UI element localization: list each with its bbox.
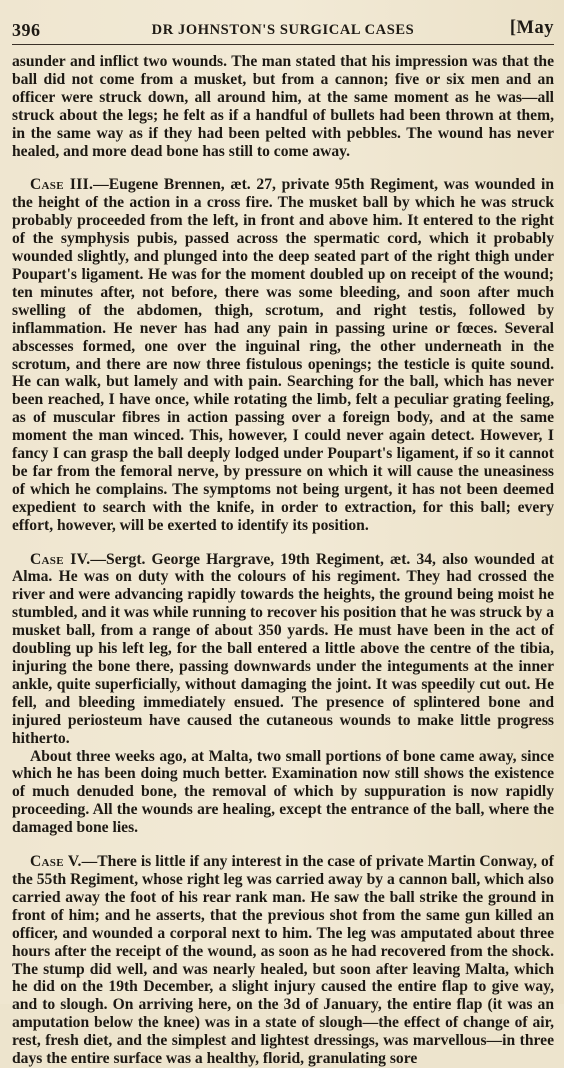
case-label: Case III. [30, 176, 94, 194]
body-text [12, 53, 554, 1068]
paragraph-text: —Eugene Brennen, æt. 27, private 95th Regiment, was wounded in the height of the action in a cross fire. The musket ball by which he was struck probably proceeded from the left, in front and above him. It entered to the right of the symphysis pubis, passed across the spermatic cord, which it probably wounded slightly, and plunged into the deep seated part of the right thigh under Poupart's ligament. He was for the moment doubled up on receipt of the wound; ten minutes after, not before, there was some bleeding, and soon after much swelling of the abdomen, thigh, scrotum, and right testis, followed by inflammation. He never has had any pain in passing urine or fœces. Several abscesses formed, one over the inguinal ring, the other underneath in the scrotum, and there are now three fistulous openings; the testicle is quite sound. He can walk, but lamely and with pain. Searching for the ball, which has never been reached, I have once, while rotating the limb, felt a peculiar grating feeling, as of muscular fibres in action passing over a foreign body, and at the same moment the man winced. This, however, I could never again detect. However, I fancy I can grasp the ball deeply lodged under Poupart's ligament, if so it cannot be far from the femoral nerve, by pressure on which it will cause the uneasiness of which he complains. The symptoms not being urgent, it has not been deemed expedient to search with the knife, in order to extraction, for this ball; every effort, however, will be exerted to identify its position. [12, 176, 554, 534]
paragraph-text: —Sergt. George Hargrave, 19th Regiment, æt. 34, also wounded at Alma. He was on duty with the colours of his regiment. They had crossed the river and were advancing rapidly towards the heights, the ground being moist he stumbled, and it was while running to recover his position that he was struck by a musket ball, from a range of about 350 yards. He must have been in the act of doubling up his left leg, for the ball entered a little above the centre of the tibia, injuring the bone there, passing downwards under the integuments at the inner ankle, quite superficially, without damaging the joint. It was speedily cut out. He fell, and bleeding immediately ensued. The presence of splintered bone and injured periosteum have caused the cutaneous wounds to make little progress hitherto. [12, 550, 554, 747]
running-title: DR JOHNSTON'S SURGICAL CASES [151, 22, 415, 38]
paragraph-text: —There is little if any interest in the case of private Martin Conway, of the 55th Regiment, whose right leg was carried away by a cannon ball, which also carried away the foot of his rear rank man. He saw the ball strike the ground in front of him; and he asserts, that the previous shot from the same gun killed an officer, and wounded a corporal next to him. The leg was amputated about three hours after the receipt of the wound, as soon as he had recovered from the shock. The stump did well, and was nearly healed, but soon after leaving Malta, which he did on the 19th December, a slight injury caused the entire flap to give way, and to slough. On arriving here, on the 3d of January, the entire flap (it was an amputation below the knee) was in a state of slough—the effect of change of air, rest, fresh diet, and the simplest and lightest dressings, was marvellous—in three days the entire surface was a healthy, florid, granulating sore [12, 853, 554, 1068]
paragraph-case-3 [12, 176, 554, 534]
paragraph-case-4 [12, 551, 554, 748]
paragraph-continuation [12, 53, 554, 160]
paragraph-case-5 [12, 853, 554, 1068]
case-label: Case IV. [30, 550, 91, 568]
running-header [12, 18, 554, 45]
running-month: [May [509, 18, 554, 38]
paragraph-text: About three weeks ago, at Malta, two small portions of bone came away, since which he has been doing much better. Examination now still shows the existence of much denuded bone, the removal of which by suppuration is now rapidly proceeding. All the wounds are healing, except the entrance of the ball, where the damaged bone lies. [12, 747, 554, 837]
paragraph-text: asunder and inflict two wounds. The man stated that his impression was that the ball did not come from a musket, but from a cannon; five or six men and an officer were struck down, all around him, at the same moment as he was—all struck about the legs; he felt as if a handful of bullets had been thrown at them, in the same way as if they had been pelted with pebbles. The wound has never healed, and more dead bone has still to come away. [12, 53, 554, 160]
case-label: Case V. [30, 853, 82, 871]
page-number: 396 [12, 20, 41, 40]
paragraph-case-4-followup [12, 748, 554, 838]
